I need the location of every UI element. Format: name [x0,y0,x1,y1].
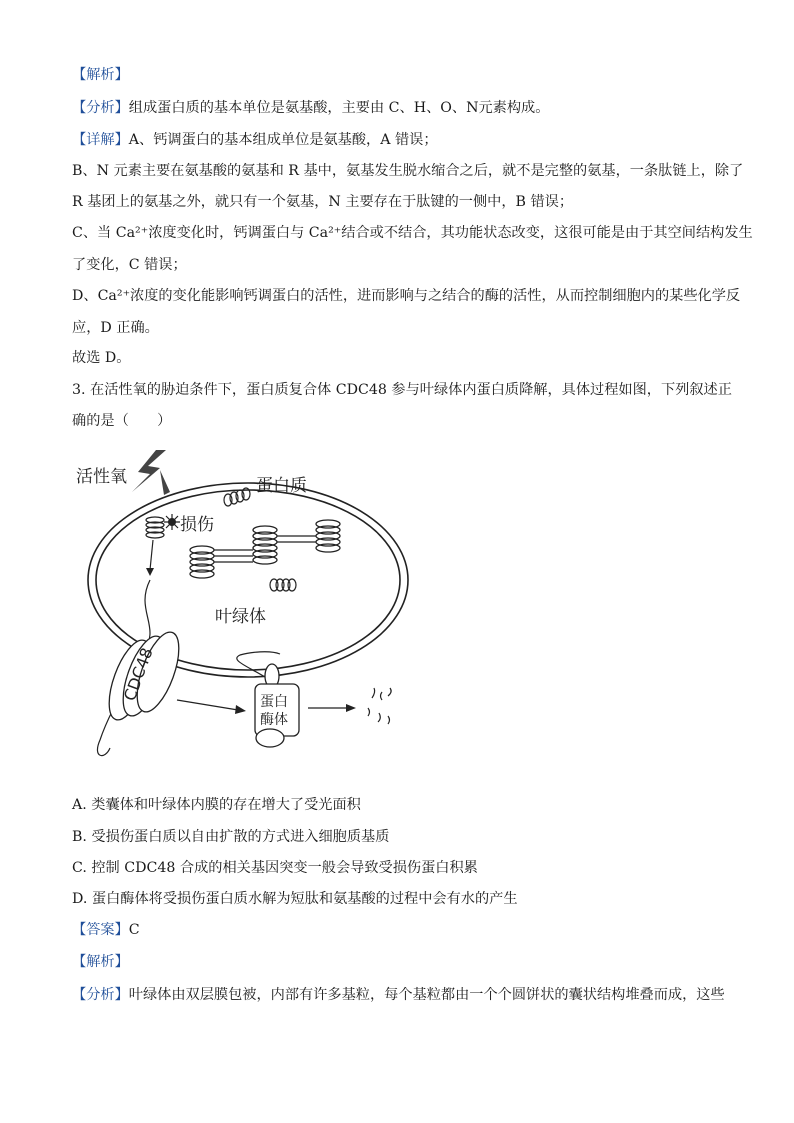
cdc48-to-proteasome-arrow [177,700,238,710]
damage-label: 损伤 [180,515,214,535]
detail-b-line2: R 基团上的氨基之外，就只有一个氨基，N 主要存在于肽键的一侧中，B 错误； [72,194,574,210]
detail-c-line2: 了变化，C 错误； [72,257,187,273]
peptide-fragments-icon [368,688,391,724]
option-a: A. 类囊体和叶绿体内膜的存在增大了受光面积 [72,797,361,813]
analysis-tag-2: 【分析】 [72,987,129,1003]
proteasome-label-2: 酶体 [260,712,288,728]
detail-c-line1: C、当 Ca²⁺浓度变化时，钙调蛋白与 Ca²⁺结合或不结合，其功能状态改变，这很可能是由于其空间结构发生 [72,225,753,241]
detail-a: A、钙调蛋白的基本组成单位是氨基酸，A 错误； [128,132,438,148]
option-b: B. 受损伤蛋白质以自由扩散的方式进入细胞质基质 [72,829,390,845]
option-d: D. 蛋白酶体将受损伤蛋白质水解为短肽和氨基酸的过程中会有水的产生 [72,891,518,907]
ros-label: 活性氧 [76,467,127,487]
chloroplast-degradation-figure [60,440,430,770]
detail-d-line1: D、Ca²⁺浓度的变化能影响钙调蛋白的活性，进而影响与之结合的酶的活性，从而控制细胞内的某些化学反 [72,288,741,304]
detail-d-line2: 应，D 正确。 [72,320,159,336]
detail-choice: 故选 D。 [72,350,131,366]
detail-paragraph [72,130,438,150]
chloroplast-label: 叶绿体 [215,607,266,627]
analysis-text: 组成蛋白质的基本单位是氨基酸，主要由 C、H、O、N元素构成。 [128,100,550,116]
protein-coil-icon-2 [270,579,296,591]
answer-tag: 【答案】 [72,922,129,938]
detail-tag: 【详解】 [72,132,129,148]
damaged-protein-icon [146,517,164,538]
answer-line [72,920,140,940]
question-line1: 3. 在活性氧的胁迫条件下，蛋白质复合体 CDC48 参与叶绿体内蛋白质降解，具体过程如图，下列叙述正 [72,382,732,398]
answer-value: C [128,922,140,938]
detail-b-line1: B、N 元素主要在氨基酸的氨基和 R 基中，氨基发生脱水缩合之后，就不是完整的氨基，一条肽链上，除了 [72,163,744,179]
proteasome-label-1: 蛋白 [260,694,288,710]
damage-spark-icon [164,514,180,530]
analysis-paragraph-2 [72,985,725,1005]
option-c: C. 控制 CDC48 合成的相关基因突变一般会导致受损伤蛋白积累 [72,860,478,876]
section-heading: 【解析】 [72,67,129,83]
section-heading-2: 【解析】 [72,954,129,970]
damaged-to-membrane-arrow [150,540,153,570]
analysis-tag: 【分析】 [72,100,129,116]
lightning-bolt-icon [132,450,166,492]
question-line2: 确的是（ ） [72,413,172,429]
protein-label: 蛋白质 [256,476,307,496]
analysis-text-2: 叶绿体由双层膜包被，内部有许多基粒，每个基粒都由一个个圆饼状的囊状结构堆叠而成，这些 [128,987,725,1003]
analysis-paragraph [72,98,549,118]
cdc48-label: CDC48 [119,645,157,704]
